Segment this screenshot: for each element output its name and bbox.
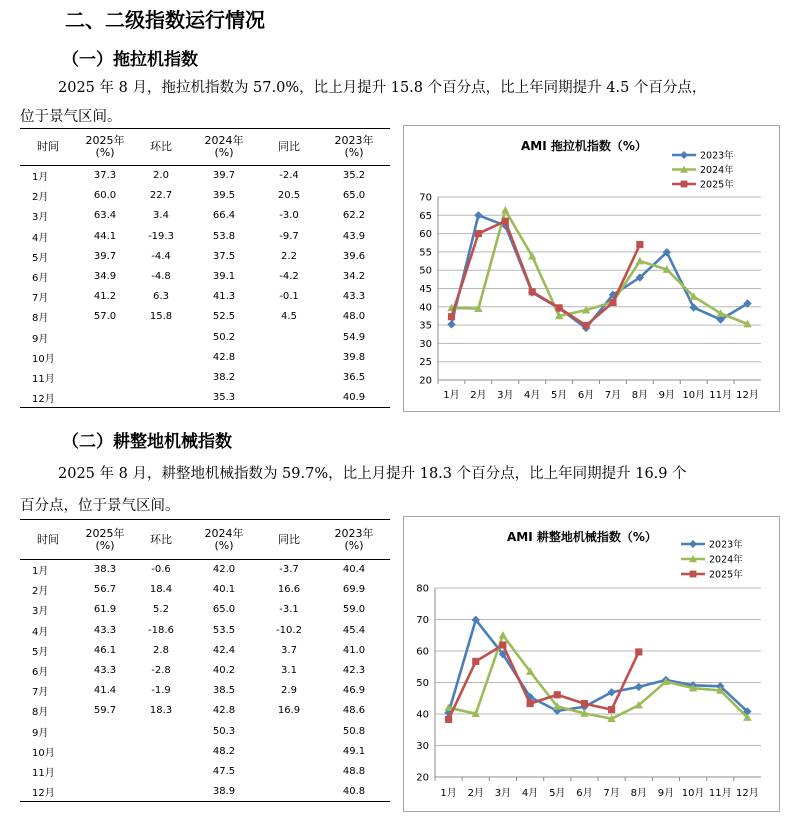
- table-cell: -0.1: [279, 291, 299, 303]
- table-cell: [260, 327, 318, 347]
- table-cell: 61.9: [93, 604, 117, 616]
- section-title: 二、二级指数运行情况: [65, 8, 265, 32]
- table-cell: 34.9: [93, 271, 117, 283]
- table-cell: 41.2: [93, 291, 117, 303]
- table-cell: [76, 388, 134, 408]
- table-cell: 44.1: [93, 230, 117, 242]
- table-cell: [260, 741, 318, 761]
- table-cell: [134, 782, 188, 802]
- table-cell: 48.8: [342, 765, 366, 777]
- table-cell: 40.2: [212, 665, 236, 677]
- table-cell: -2.8: [151, 665, 171, 677]
- table-cell: -0.6: [151, 564, 171, 576]
- table-cell: -4.2: [279, 271, 299, 283]
- table-cell: 12月: [20, 782, 76, 802]
- x-tick-label: 2月: [467, 788, 484, 799]
- table-cell: [76, 741, 134, 761]
- table-cell: 45.4: [342, 624, 366, 636]
- table-cell: 38.2: [212, 371, 236, 383]
- table-cell: [134, 761, 188, 781]
- table-row: [20, 266, 390, 286]
- x-tick-label: 12月: [736, 788, 759, 799]
- table-cell: -2.4: [279, 170, 299, 182]
- table-cell: 41.4: [93, 685, 117, 697]
- table-cell: 40.9: [318, 388, 390, 408]
- data-point: [635, 683, 643, 691]
- table-cell: -4.4: [151, 250, 171, 262]
- table-cell: 40.4: [342, 564, 366, 576]
- table-cell: 18.4: [149, 584, 173, 596]
- table-row: [20, 701, 390, 721]
- header-2025: 2025年 (%): [76, 129, 134, 166]
- table-cell: 48.0: [342, 311, 366, 323]
- table-cell: 20.5: [277, 190, 301, 202]
- x-tick-label: 11月: [708, 788, 732, 799]
- data-point: [582, 322, 589, 329]
- table-cell: 22.7: [149, 190, 173, 202]
- table-cell: 3月: [32, 606, 49, 618]
- table-cell: [76, 761, 134, 781]
- table-cell: -10.2: [276, 624, 302, 636]
- legend-label: 2023年: [709, 539, 743, 551]
- table-cell: 39.8: [342, 351, 366, 363]
- table-row: [20, 640, 390, 660]
- x-tick-label: 1月: [440, 788, 457, 799]
- x-tick-label: 5月: [549, 788, 566, 799]
- table-cell: 66.4: [212, 210, 236, 222]
- table-cell: 53.5: [212, 624, 236, 636]
- table-cell: 11月: [32, 373, 55, 385]
- x-tick-label: 6月: [577, 390, 595, 401]
- table-cell: 39.1: [212, 271, 236, 283]
- table-cell: 35.2: [342, 170, 366, 182]
- table-row: [20, 660, 390, 680]
- data-point: [690, 303, 698, 311]
- y-tick-label: 30: [416, 741, 429, 752]
- y-tick-label: 20: [416, 772, 429, 784]
- tractor-paragraph-line1: 2025 年 8 月，拖拉机指数为 57.0%，比上月提升 15.8 个百分点，比上年同期提升 4.5 个百分点，: [58, 80, 707, 96]
- legend-marker: [681, 181, 688, 188]
- data-point: [475, 230, 482, 237]
- table-cell: 42.0: [212, 564, 236, 576]
- header-yoy: 同比: [260, 129, 318, 166]
- table-cell: 2.2: [281, 250, 297, 262]
- x-tick-label: 2月: [470, 390, 487, 401]
- header-2023: 2023年 (%): [318, 129, 390, 166]
- table-cell: 54.9: [342, 331, 366, 343]
- table-cell: 48.2: [212, 745, 236, 757]
- x-tick-label: 4月: [521, 788, 539, 799]
- table-cell: 56.7: [93, 584, 117, 596]
- data-point: [499, 631, 507, 639]
- table-row: [20, 600, 390, 620]
- data-point: [502, 218, 509, 225]
- table-row: [20, 761, 390, 781]
- table-cell: 60.0: [93, 190, 117, 202]
- y-tick-label: 60: [419, 229, 432, 241]
- table-row: [20, 721, 390, 741]
- table-cell: 3月: [32, 212, 49, 224]
- table-cell: 38.9: [188, 782, 260, 802]
- header-2023: 2023年 (%): [318, 520, 390, 560]
- tractor-index-chart: [403, 125, 780, 412]
- table-cell: 50.8: [342, 725, 366, 737]
- tractor-chart-svg: [404, 126, 781, 413]
- x-tick-label: 8月: [631, 390, 649, 401]
- tractor-paragraph-line2: 位于景气区间。: [20, 109, 122, 125]
- legend-label: 2025年: [709, 569, 743, 581]
- table-cell: 43.3: [342, 291, 366, 303]
- table-cell: 48.6: [342, 705, 366, 717]
- table-cell: 39.6: [342, 250, 366, 262]
- table-cell: 39.5: [212, 190, 236, 202]
- table-cell: [134, 327, 188, 347]
- tillage-paragraph-line1: 2025 年 8 月，耕整地机械指数为 59.7%，比上月提升 18.3 个百分点，比上年同期提升 16.9 个: [58, 466, 687, 482]
- table-row: [20, 388, 390, 408]
- y-tick-label: 70: [419, 192, 432, 204]
- y-tick-label: 80: [416, 583, 429, 595]
- table-cell: 2.8: [153, 644, 169, 656]
- x-tick-label: 6月: [576, 788, 593, 799]
- table-cell: -3.1: [279, 604, 299, 616]
- table-cell: [260, 721, 318, 741]
- table-cell: 10月: [32, 747, 55, 759]
- table-row: [20, 367, 390, 387]
- table-cell: 69.9: [342, 584, 366, 596]
- x-tick-label: 5月: [550, 390, 568, 401]
- table-cell: 9月: [32, 333, 49, 345]
- table-cell: 43.9: [342, 230, 366, 242]
- header-time: 时间: [20, 129, 76, 166]
- header-2024: 2024年 (%): [188, 129, 260, 166]
- table-cell: 42.3: [342, 665, 366, 677]
- data-point: [527, 700, 534, 707]
- table-cell: [260, 761, 318, 781]
- data-point: [499, 641, 506, 648]
- table-cell: -3.7: [279, 564, 299, 576]
- y-tick-label: 70: [416, 615, 429, 626]
- x-tick-label: 8月: [630, 788, 647, 799]
- y-tick-label: 40: [419, 302, 432, 314]
- y-tick-label: 60: [416, 646, 429, 658]
- table-cell: 8月: [32, 707, 49, 719]
- table-cell: 46.1: [93, 644, 117, 656]
- x-tick-label: 3月: [497, 390, 514, 401]
- table-cell: 41.0: [342, 644, 366, 656]
- table-row: [20, 226, 390, 246]
- table-cell: 4月: [32, 626, 49, 638]
- table-row: [20, 166, 390, 186]
- table-cell: 34.2: [342, 271, 366, 283]
- y-tick-label: 50: [416, 678, 429, 689]
- data-point: [474, 211, 482, 219]
- table-cell: 57.0: [93, 311, 117, 323]
- table-row: [20, 347, 390, 367]
- table-row: [20, 327, 390, 347]
- table-row: [20, 307, 390, 327]
- x-tick-label: 9月: [657, 788, 675, 799]
- table-cell: -4.8: [151, 271, 171, 283]
- table-cell: 6月: [32, 273, 49, 285]
- table-cell: -9.7: [279, 230, 299, 242]
- table-cell: 43.3: [93, 665, 117, 677]
- data-point: [609, 299, 616, 306]
- x-tick-label: 9月: [658, 390, 675, 401]
- table-cell: 65.0: [212, 604, 236, 616]
- tillage-index-table: [20, 519, 390, 802]
- y-tick-label: 20: [419, 375, 432, 387]
- table-cell: 59.7: [93, 705, 117, 717]
- subsection-title-tractor: （一）拖拉机指数: [62, 50, 198, 70]
- table-cell: 43.3: [93, 624, 117, 636]
- table-cell: [260, 347, 318, 367]
- table-cell: [260, 388, 318, 408]
- legend-marker: [690, 571, 697, 578]
- table-cell: 49.1: [342, 745, 366, 757]
- table-cell: 3.4: [153, 210, 169, 222]
- table-row: [20, 681, 390, 701]
- table-cell: 4月: [32, 232, 49, 244]
- table-cell: 8月: [32, 313, 49, 325]
- y-tick-label: 45: [419, 284, 432, 295]
- table-cell: 10月: [32, 353, 55, 365]
- chart-title: AMI 耕整地机械指数（%）: [507, 530, 657, 544]
- table-cell: 6月: [32, 667, 49, 679]
- table-cell: 9月: [32, 727, 49, 739]
- table-cell: [76, 347, 134, 367]
- data-point: [635, 648, 642, 655]
- legend-label: 2024年: [700, 165, 734, 176]
- table-cell: [260, 367, 318, 387]
- legend-marker: [689, 540, 697, 548]
- legend-label: 2023年: [700, 150, 734, 162]
- y-tick-label: 30: [419, 338, 432, 350]
- table-cell: 47.5: [212, 765, 236, 777]
- table-cell: -19.3: [148, 230, 174, 242]
- x-tick-label: 7月: [603, 788, 620, 799]
- table-cell: 35.3: [188, 388, 260, 408]
- table-cell: 2月: [32, 586, 49, 598]
- table-cell: 46.9: [342, 685, 366, 697]
- y-tick-label: 50: [419, 265, 432, 277]
- tractor-index-table: [20, 128, 390, 408]
- data-point: [636, 241, 643, 248]
- table-cell: [134, 388, 188, 408]
- table-cell: 39.7: [212, 170, 236, 182]
- x-tick-label: 4月: [524, 390, 541, 401]
- table-cell: [260, 782, 318, 802]
- header-2025: 2025年 (%): [76, 520, 134, 560]
- table-row: [20, 580, 390, 600]
- table-cell: 39.7: [93, 250, 117, 262]
- table-cell: 5月: [32, 252, 49, 264]
- y-tick-label: 55: [419, 247, 432, 259]
- table-cell: 65.0: [342, 190, 366, 202]
- series-line-2023年: [451, 215, 747, 328]
- table-cell: -1.9: [151, 685, 171, 697]
- table-cell: 3.7: [281, 644, 297, 656]
- table-cell: 42.4: [212, 644, 236, 656]
- table-cell: 36.5: [342, 371, 366, 383]
- table-row: [20, 287, 390, 307]
- table-row: [20, 560, 390, 580]
- data-point: [608, 706, 615, 713]
- table-cell: [76, 367, 134, 387]
- table-cell: 6.3: [153, 291, 169, 303]
- table-cell: 2.9: [281, 685, 297, 697]
- header-mom: 环比: [134, 129, 188, 166]
- table-row: [20, 620, 390, 640]
- table-cell: 5.2: [153, 604, 169, 616]
- table-cell: 2.0: [153, 170, 169, 182]
- table-cell: 50.3: [212, 725, 236, 737]
- table-cell: [134, 741, 188, 761]
- table-cell: -18.6: [148, 624, 174, 636]
- table-cell: 15.8: [149, 311, 173, 323]
- tillage-index-chart: [403, 516, 780, 812]
- data-point: [445, 716, 452, 723]
- y-tick-label: 25: [419, 357, 432, 369]
- table-row: [20, 246, 390, 266]
- table-row: [20, 741, 390, 761]
- tillage-chart-svg: [404, 517, 781, 813]
- table-cell: 59.0: [342, 604, 366, 616]
- x-tick-label: 11月: [709, 390, 732, 401]
- table-row: [20, 186, 390, 206]
- table-cell: 42.8: [212, 351, 236, 363]
- y-tick-label: 40: [416, 709, 429, 721]
- data-point: [501, 206, 509, 214]
- table-cell: -3.0: [279, 210, 299, 222]
- table-cell: 12月: [20, 388, 76, 408]
- table-cell: 38.3: [93, 564, 117, 576]
- table-cell: [134, 721, 188, 741]
- table-cell: 7月: [32, 293, 49, 305]
- table-cell: [134, 367, 188, 387]
- table-cell: 52.5: [212, 311, 236, 323]
- header-mom: 环比: [134, 520, 188, 560]
- table-cell: 40.1: [212, 584, 236, 596]
- table-cell: [76, 327, 134, 347]
- subsection-title-tillage: （二）耕整地机械指数: [62, 432, 232, 452]
- table-cell: 2月: [32, 192, 49, 204]
- table-cell: 11月: [32, 767, 55, 779]
- header-yoy: 同比: [260, 520, 318, 560]
- x-tick-label: 10月: [681, 788, 705, 799]
- x-tick-label: 12月: [736, 390, 759, 401]
- table-cell: 7月: [32, 687, 49, 699]
- data-point: [448, 313, 455, 320]
- x-tick-label: 1月: [443, 390, 460, 401]
- table-cell: 38.5: [212, 685, 236, 697]
- header-2024: 2024年 (%): [188, 520, 260, 560]
- data-point: [472, 658, 479, 665]
- legend-marker: [680, 151, 688, 159]
- header-time: 时间: [20, 520, 76, 560]
- table-cell: 63.4: [93, 210, 117, 222]
- table-cell: 37.5: [212, 250, 236, 262]
- legend-label: 2025年: [700, 179, 734, 191]
- data-point: [556, 304, 563, 311]
- table-cell: 62.2: [342, 210, 366, 222]
- table-cell: 37.3: [93, 170, 117, 182]
- y-tick-label: 35: [419, 320, 432, 332]
- table-row: [20, 782, 390, 802]
- table-cell: 18.3: [149, 705, 173, 717]
- table-cell: 41.3: [212, 291, 236, 303]
- table-cell: [76, 782, 134, 802]
- table-cell: 16.6: [277, 584, 301, 596]
- table-cell: 42.8: [212, 705, 236, 717]
- table-cell: 1月: [32, 566, 49, 578]
- tillage-paragraph-line2: 百分点，位于景气区间。: [20, 498, 180, 514]
- table-cell: 5月: [32, 646, 49, 658]
- table-cell: 16.9: [277, 705, 301, 717]
- data-point: [581, 700, 588, 707]
- table-cell: 40.8: [318, 782, 390, 802]
- data-point: [447, 320, 455, 328]
- table-cell: [134, 347, 188, 367]
- x-tick-label: 10月: [682, 390, 706, 401]
- y-tick-label: 65: [419, 210, 432, 222]
- table-row: [20, 206, 390, 226]
- table-cell: 53.8: [212, 230, 236, 242]
- data-point: [554, 691, 561, 698]
- legend-label: 2024年: [709, 554, 743, 566]
- table-cell: [76, 721, 134, 741]
- data-point: [529, 288, 536, 295]
- table-cell: 3.1: [281, 665, 297, 677]
- table-cell: 50.2: [212, 331, 236, 343]
- chart-title: AMI 拖拉机指数（%）: [521, 139, 647, 153]
- x-tick-label: 7月: [604, 390, 622, 401]
- table-cell: 1月: [32, 172, 49, 184]
- x-tick-label: 3月: [494, 788, 512, 799]
- table-cell: 4.5: [281, 311, 297, 323]
